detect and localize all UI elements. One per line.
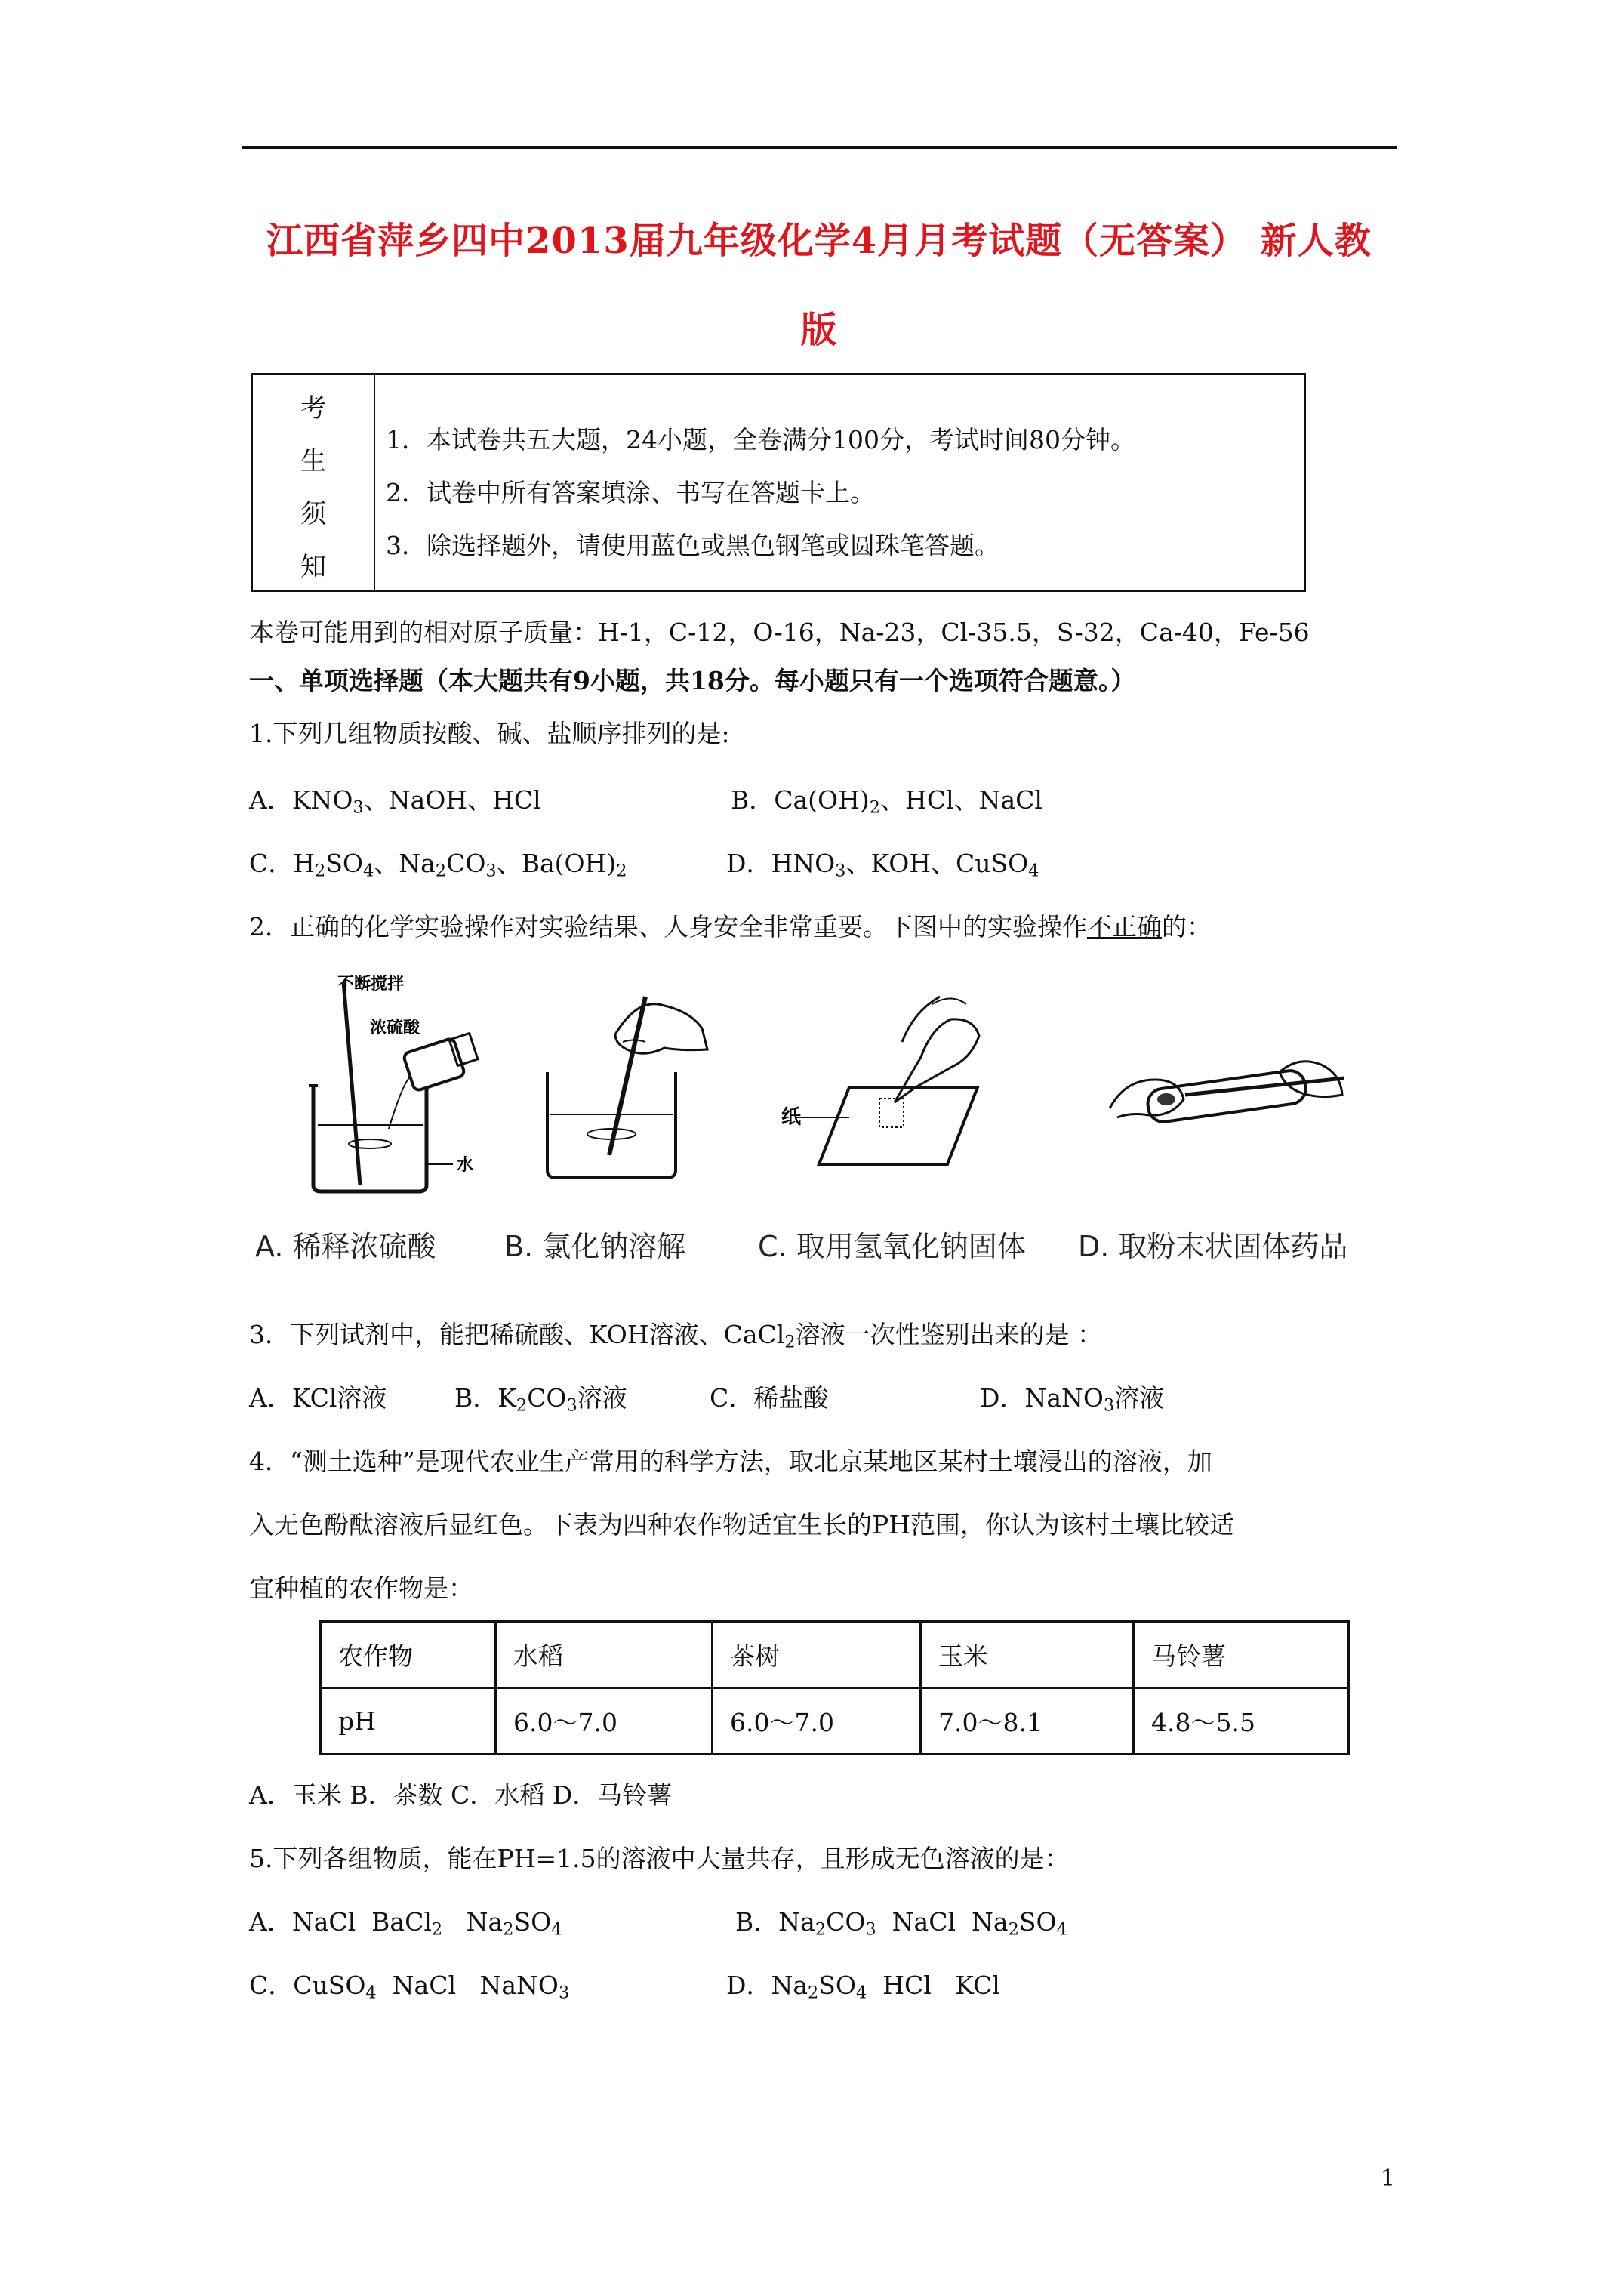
q3-option-b: B．$K_2CO_3$溶液 bbox=[454, 1383, 627, 1416]
table-row bbox=[321, 1688, 1349, 1755]
notice-item-2: 2．试卷中所有答案填涂、书写在答题卡上。 bbox=[386, 478, 875, 507]
label-conc-acid: 浓硫酸 bbox=[370, 1019, 420, 1037]
notice-side-char: 生 bbox=[300, 446, 326, 476]
q5-option-b: B．$Na_2CO_3$ NaCl $Na_2SO_4$ bbox=[735, 1907, 1067, 1940]
q2-caption-a: A. 稀释浓硫酸 bbox=[255, 1230, 436, 1263]
q1-option-d: D．$HNO_3$、KOH、CuSO$_4$ bbox=[726, 849, 1039, 881]
notice-item-1: 1．本试卷共五大题，24小题，全卷满分100分，考试时间80分钟。 bbox=[386, 425, 1135, 455]
q2-caption-b: B. 氯化钠溶解 bbox=[504, 1230, 686, 1263]
q3-option-c: C．稀盐酸 bbox=[710, 1383, 829, 1413]
q5-stem: 5.下列各组物质，能在PH=1.5的溶液中大量共存，且形成无色溶液的是： bbox=[249, 1844, 1070, 1873]
table-cell: 4.8～5.5 bbox=[1134, 1688, 1349, 1755]
notice-side-char: 知 bbox=[300, 552, 326, 582]
q1-option-c: C．$H_2SO_4$、$Na_2CO_3$、$Ba(OH)_2$ bbox=[249, 849, 627, 881]
table-row bbox=[321, 1622, 1349, 1688]
notice-side-char: 须 bbox=[300, 499, 326, 529]
table-cell: 水稻 bbox=[496, 1622, 713, 1688]
notice-side-label bbox=[253, 375, 375, 590]
figure-a-dilute-acid bbox=[298, 966, 547, 1200]
q2-caption-d: D. 取粉末状固体药品 bbox=[1078, 1230, 1348, 1263]
notice-item-3: 3．除选择题外，请使用蓝色或黑色钢笔或圆珠笔答题。 bbox=[386, 531, 999, 560]
table-cell: 玉米 bbox=[921, 1622, 1134, 1688]
notice-side-char: 考 bbox=[300, 393, 326, 424]
table-cell: 茶树 bbox=[713, 1622, 921, 1688]
q5-option-c: C．CuSO$_4$ NaCl NaNO$_3$ bbox=[249, 1971, 570, 2003]
table-cell: 6.0～7.0 bbox=[713, 1688, 921, 1755]
figure-b-dissolve-nacl bbox=[532, 966, 721, 1200]
table-cell: pH bbox=[321, 1688, 496, 1755]
page-title-line1: 江西省萍乡四中2013届九年级化学4月月考试题（无答案） 新人教 bbox=[266, 220, 1372, 262]
label-stirring: 不断搅拌 bbox=[337, 975, 405, 994]
table-cell: 马铃薯 bbox=[1134, 1622, 1349, 1688]
q1-option-b: B．$Ca(OH)_2$、HCl、NaCl bbox=[731, 785, 1042, 818]
table-cell: 农作物 bbox=[321, 1622, 496, 1688]
q3-option-a: A．KCl溶液 bbox=[249, 1383, 387, 1413]
section-1-heading: 一、单项选择题（本大题共有9小题，共18分。每小题只有一个选项符合题意。） bbox=[249, 666, 1136, 695]
q1-stem: 1.下列几组物质按酸、碱、盐顺序排列的是: bbox=[249, 719, 730, 748]
q5-option-d: D．$Na_2SO_4$ HCl KCl bbox=[726, 1971, 1000, 2003]
q5-option-a: A．NaCl BaCl$_2$ $Na_2SO_4$ bbox=[249, 1907, 562, 1940]
q4-stem-line-1: 4．“测土选种”是现代农业生产常用的科学方法，取北京某地区某村土壤浸出的溶液，加 bbox=[249, 1447, 1212, 1476]
atomic-masses: 本卷可能用到的相对原子质量：H-1，C-12，O-16，Na-23，Cl-35.5，S-32，Ca-40，Fe-56 bbox=[249, 618, 1310, 647]
q2-caption-c: C. 取用氢氧化钠固体 bbox=[758, 1230, 1026, 1263]
figure-d-powder-solid bbox=[1095, 966, 1351, 1200]
q3-stem: 3．下列试剂中，能把稀硫酸、KOH溶液、CaCl$_2$溶液一次性鉴别出来的是 ： bbox=[249, 1320, 1103, 1352]
q4-stem-line-3: 宜种植的农作物是： bbox=[249, 1573, 473, 1603]
q1-option-a: A．$KNO_3$、NaOH、HCl bbox=[249, 785, 541, 818]
figure-c-take-naoh bbox=[781, 966, 1015, 1200]
page-title-line2: 版 bbox=[800, 309, 838, 351]
page-number: 1 bbox=[1380, 2165, 1395, 2192]
exam-notice-box bbox=[251, 373, 1306, 592]
q2-stem: 2．正确的化学实验操作对实验结果、人身安全非常重要。下图中的实验操作不正确的： bbox=[249, 912, 1212, 942]
label-water: 水 bbox=[457, 1156, 474, 1175]
table-cell: 6.0～7.0 bbox=[496, 1688, 713, 1755]
q4-stem-line-2: 入无色酚酞溶液后显红色。下表为四种农作物适宜生长的PH范围，你认为该村土壤比较适 bbox=[249, 1510, 1234, 1539]
header-rule bbox=[242, 146, 1397, 149]
q3-option-d: D．NaNO$_3$溶液 bbox=[980, 1383, 1165, 1416]
label-paper: 纸 bbox=[781, 1106, 802, 1129]
table-cell: 7.0～8.1 bbox=[921, 1688, 1134, 1755]
ph-range-table bbox=[319, 1620, 1350, 1755]
q4-options: A．玉米 B．茶数 C．水稻 D．马铃薯 bbox=[249, 1780, 673, 1810]
